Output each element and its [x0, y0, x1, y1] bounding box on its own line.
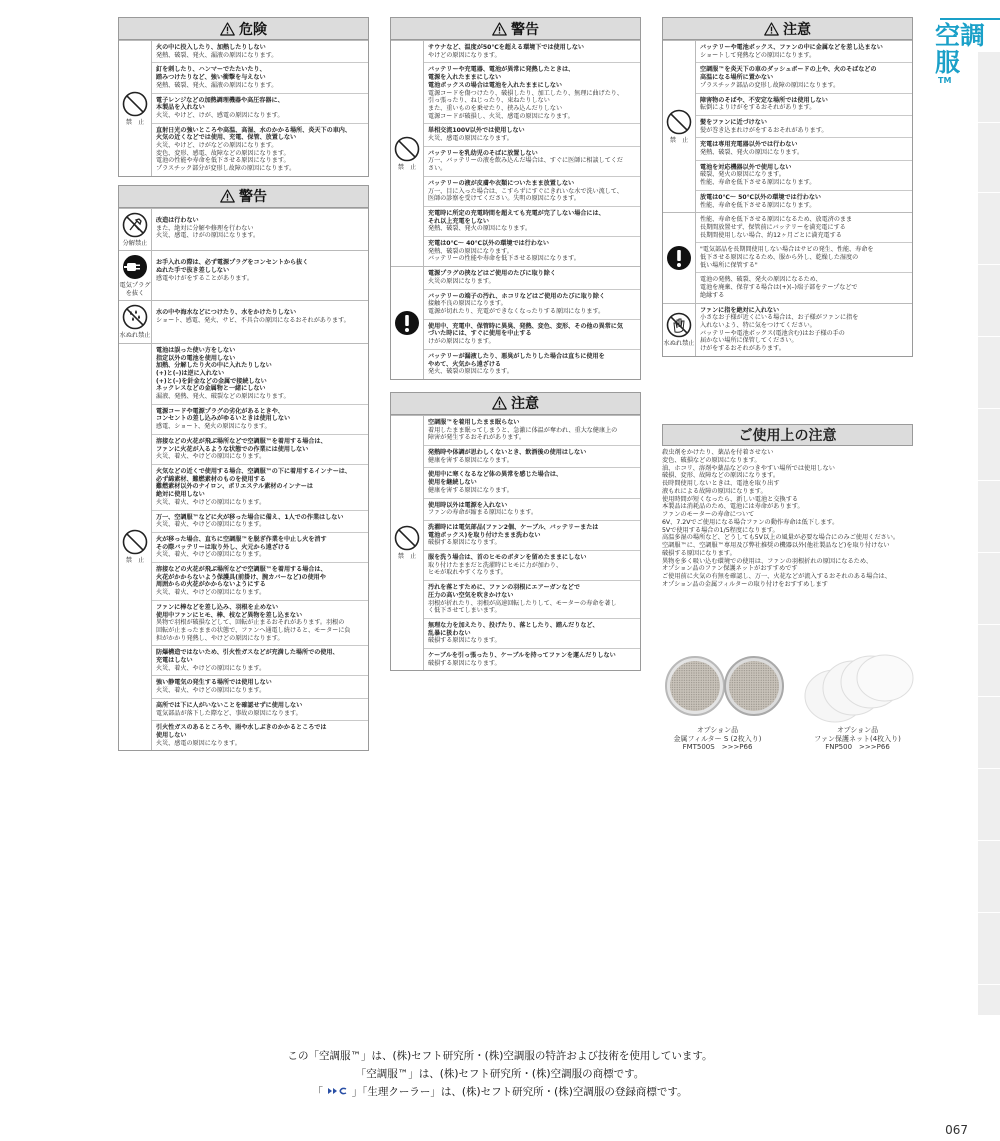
list-item — [152, 434, 368, 464]
item-desc: 破裂、発火の原因になります。 性能、寿命を低下させる原因になります。 — [700, 171, 816, 187]
usage-line: 5Vで使用する場合の1/5程度になります。 — [662, 526, 779, 534]
usage-line: 本製品は消耗品のため、電池には寿命があります。 — [662, 503, 804, 511]
item-desc: 性能、寿命を低下させる原因になるため、放電済のまま 長期間放置せず、保管前にバッテリーを満充電にする 長期間使用しない場合、約12ヶ月ごとに満充電する — [700, 216, 853, 239]
item-title: 汚れを落とすために、ファンの羽根にエアーガンなどで 圧力の高い空気を吹きかけない — [428, 584, 580, 599]
fan-net-image — [797, 654, 915, 724]
footer-line-2: 「空調服™」は、(株)セフト研究所・(株)空調服の商標です。 — [355, 1068, 645, 1080]
item-title: 単相交流100V以外では使用しない — [428, 127, 525, 135]
page-number: 067 — [945, 1123, 968, 1137]
item-title: 服を洗う場合は、首のヒモのボタンを留めたままにしない — [428, 554, 587, 562]
list-item — [424, 520, 640, 550]
item-desc: 破損する原因になります。 — [428, 539, 501, 547]
danger-section — [118, 17, 369, 177]
item-title: 電池を対応機器以外で使用しない — [700, 163, 792, 171]
list-item — [696, 137, 912, 159]
item-desc: 火災、感電の原因になります。 — [428, 135, 513, 143]
list-item — [424, 176, 640, 206]
list-item — [152, 41, 368, 62]
list-item — [152, 62, 368, 92]
list-item — [152, 510, 368, 532]
item-desc: 発熱、破裂、発火の原因になります。 — [428, 225, 532, 233]
item-desc: また、絶対に分解や修理を行わない 火災、感電、けがの原因になります。 — [156, 224, 260, 240]
usage-line: 液もれによる故障の原因になります。 — [662, 487, 767, 495]
item-title: 溶接などの火花が飛ぶ場所などで空調服™を着用する場合は、 ファンに火花が入るような状態での作業には使用しない — [156, 437, 327, 453]
product-caption-filter — [655, 726, 780, 752]
column-1 — [118, 17, 369, 751]
product-code-link[interactable]: FMT500S >>>P66 — [682, 743, 753, 751]
product-caption-net — [795, 726, 920, 752]
product-label: オプション品 — [836, 726, 879, 734]
item-desc: 万一、バッテリーの液を飲み込んだ場合は、すぐに医師に相談してくだ さい。 — [428, 157, 623, 173]
usage-line: 油、ホコリ、溶剤や薬品などのつきやすい場所では使用しない — [662, 464, 835, 472]
warning-triangle-icon — [220, 22, 235, 36]
item-title: 引火性ガスのあるところや、雨や水しぶきのかかるところでは 使用しない — [156, 724, 327, 739]
list-item — [152, 464, 368, 510]
item-title: 髪をファンに近づけない — [700, 118, 767, 126]
item-title: ファンに棒などを差し込み、羽根を止めない 使用中ファンにヒモ、棒、枝など異物を差し込まない — [156, 603, 303, 619]
prohibit-icon — [394, 525, 420, 551]
item-desc: 異物で羽根が破損などして、回転が止まるおそれがあります。羽根の 回転が止まったままの状態で、ファンへ通電し続けると、モーターに負 担がかかり発熱し、やけどの原因になります。 — [156, 619, 351, 642]
item-title: 発熱時や体調が思わしくないとき、飲酒後の使用はしない — [428, 449, 587, 457]
usage-line: 殺虫剤をかけたり、薬品を付着させない — [662, 449, 774, 456]
item-desc: 火災の原因になります。 — [428, 277, 495, 285]
item-title: 防爆構造ではないため、引火性ガスなどが充満した場所での使用、 充電はしない — [156, 649, 339, 665]
list-item — [152, 251, 368, 294]
usage-line: 長時間使用しないときは、電池を取り出す — [662, 480, 780, 487]
item-title: バッテリーを乳幼児のそばに放置しない — [428, 149, 538, 157]
item-desc: 転倒によりけがをするおそれがあります。 — [700, 104, 816, 112]
list-item — [424, 416, 640, 445]
item-title: ケーブルを引っ張ったり、ケーブルを持ってファンを運んだりしない — [428, 652, 616, 660]
prohibit-cell — [663, 41, 696, 212]
item-title: 高所では下に人がいないことを確認せずに使用しない — [156, 701, 303, 709]
usage-line: ファンのモーターの寿命について — [662, 511, 755, 518]
unplug-cell — [119, 251, 152, 300]
list-item — [424, 498, 640, 520]
no-disassemble-cell — [119, 209, 152, 251]
index-tab-strip — [978, 52, 1000, 1015]
list-item — [152, 720, 368, 750]
no-hand-icon — [666, 312, 692, 338]
item-title: 使用中に寒くなるなど体の異常を感じた場合は、 使用を継続しない — [428, 471, 563, 487]
item-title: 空調服™を着用したまま眠らない — [428, 418, 520, 426]
item-title: 充電は0℃〜 40℃以外の環境では行わない — [428, 240, 550, 248]
product-name: 金属フィルター S (2枚入り) — [673, 734, 762, 743]
item-desc: 火災、やけど、けが、感電の原因になります。 — [156, 111, 284, 119]
item-desc: 健康を害する原因になります。 — [428, 486, 513, 494]
brand-tm: TM — [938, 76, 952, 85]
list-item — [696, 213, 912, 242]
item-desc: 感電やけがをすることがあります。 — [156, 274, 254, 282]
exclamation-icon — [394, 310, 420, 336]
prohibit-caption: 禁 止 — [125, 557, 145, 565]
item-title: 障害物のそばや、不安定な場所では使用しない — [700, 96, 828, 104]
footer-prefix: 「 — [312, 1086, 323, 1098]
item-title: バッテリーが漏液したり、悪臭がしたりした場合は直ちに使用を やめて、火気から遠ざける — [428, 352, 605, 368]
caution-section-3 — [662, 17, 913, 357]
column-3 — [662, 17, 913, 357]
usage-line: ご使用前に火気の有無を確認し、万一、火花などが流入するおそれのある場合は、 — [662, 573, 891, 580]
warning-section-1 — [118, 185, 369, 752]
item-title: 使用時以外は電源を入れない — [428, 501, 508, 509]
warning-triangle-icon — [492, 22, 507, 36]
item-desc: 万一、目に入った場合は、こすらずにすぐにきれいな水で洗い流して、 医師の診察を受けてください。失明の原因になります。 — [428, 187, 623, 203]
item-desc: 火災、着火、やけどの原因になります。 — [156, 453, 266, 461]
footer-line-3-text: 」「生理クーラー」は、(株)セフト研究所・(株)空調服の登録商標です。 — [351, 1086, 688, 1098]
item-desc: 電池の発熱、破裂、発火の原因になるため、 電池を廃棄、保存する場合は(+)(–)端子部をテープなどで 絶縁する — [700, 276, 858, 299]
list-item — [424, 236, 640, 266]
item-title: バッテリーや電池ボックス、ファンの中に金属などを差し込まない — [700, 44, 883, 51]
usage-line: 6V、7.2Vでご使用になる場合ファンの動作寿命は低下します。 — [662, 518, 839, 526]
column-2 — [390, 17, 641, 671]
item-desc: 羽根が折れたり、羽根が高速回転したりして、モーターの寿命を著し く低下させてしまいます。 — [428, 599, 617, 615]
caution-header-3 — [663, 18, 912, 40]
prohibit-icon — [394, 136, 420, 162]
usage-line: 変色、破損などの原因になります。 — [662, 456, 761, 464]
prohibit-group — [391, 40, 640, 266]
list-item — [152, 698, 368, 720]
prohibit-icon — [666, 109, 692, 135]
item-desc: 発熱、破裂、発火、漏液の原因になります。 — [156, 51, 278, 59]
item-title: 電源プラグの挟などはご使用のたびに取り除く — [428, 270, 556, 278]
warning-triangle-icon — [492, 396, 507, 410]
item-title: バッテリーの端子の汚れ、ホコリなどはご使用のたびに取り除く — [428, 292, 606, 300]
caution-title-3: 注意 — [783, 21, 811, 38]
item-title: 火が移った場合、直ちに空調服™を脱ぎ作業を中止し火を消す その際バッテリーは取り外し、火元から遠ざける — [156, 535, 327, 551]
item-title: サウナなど、温度が50℃を超える環境下では使用しない — [428, 44, 585, 51]
brand-accent-line — [940, 18, 1000, 20]
item-desc: ショートして発熱などの原因になります。 — [700, 51, 816, 59]
list-item — [152, 93, 368, 123]
warning-title-1: 警告 — [239, 189, 267, 206]
item-desc: 感電、ショート、発火の原因になります。 — [156, 423, 271, 431]
item-title: 洗濯時には電気部品(ファン2個、ケーブル、バッテリーまたは 電池ボックス)を取り付けたまま洗わない — [428, 523, 599, 539]
item-desc: 破損する原因になります。 — [428, 659, 501, 667]
list-item — [424, 467, 640, 497]
usage-line: 高温多湿の場所など、どうしても5V以上の風量が必要な場合にのみご使用ください。 — [662, 534, 900, 542]
item-title: 電池は誤った使い方をしない 指定以外の電池を使用しない 加熱、分解したり火の中に入れたりしない (+)と(–)は逆に入れない (+)と(–)を針金などの金属で接続しない ネックレスなどの金属物と一緒にしない — [156, 346, 272, 393]
item-title: ファンに指を絶対に入れない — [700, 306, 780, 314]
item-desc: 火災、着火、やけどの原因になります。 — [156, 498, 266, 506]
prohibit-group — [663, 40, 912, 212]
danger-title: 危険 — [239, 21, 267, 38]
list-item — [424, 62, 640, 123]
no-wet-hand-cell — [663, 304, 696, 356]
exclamation-icon — [666, 245, 692, 271]
item-title: 無理な力を加えたり、投げたり、落としたり、踏んだりなど、 乱暴に扱わない — [428, 621, 599, 637]
usage-line: オプション品のファン保護ネットがおすすめです — [662, 565, 798, 573]
item-desc: 漏液、発熱、発火、破裂などの原因になります。 — [156, 393, 290, 401]
danger-header — [119, 18, 368, 40]
footer-line-1: この「空調服™」は、(株)セフト研究所・(株)空調服の特許および技術を使用しています。 — [287, 1050, 713, 1062]
no-disassemble-group — [119, 208, 368, 251]
footer-line-3 — [280, 1084, 720, 1099]
item-desc: 火災、着火、やけどの原因になります。 — [156, 589, 266, 597]
list-item — [152, 301, 368, 342]
list-item — [696, 242, 912, 272]
prohibit-cell — [391, 416, 424, 671]
item-title: 電源コードや電源プラグの劣化があるときや、 コンセントの差し込みがゆるいときは使用しない — [156, 407, 291, 423]
no-wet-hand-group — [663, 303, 912, 356]
item-desc: 健康を害する原因になります。 — [428, 456, 513, 464]
list-item — [696, 190, 912, 212]
list-item — [424, 445, 640, 467]
registered-mark-icon — [326, 1086, 348, 1096]
no-disassemble-icon — [122, 212, 148, 238]
list-item — [152, 600, 368, 646]
item-desc: 破損する原因になります。 — [428, 637, 501, 645]
item-title: 充電時に所定の充電時間を超えても充電が完了しない場合には、 それ以上充電をしない — [428, 209, 605, 225]
list-item — [696, 304, 912, 356]
item-title: 強い静電気の発生する場所では使用しない — [156, 679, 272, 687]
warning-title-2: 警告 — [511, 21, 539, 38]
item-desc: 髪が巻き込まれけがをするおそれがあります。 — [700, 126, 828, 134]
item-title: バッテリーや充電器、電池が異常に発熱したときは、 電源を入れたままにしない 電池ボックスの場合は電池を入れたままにしない — [428, 66, 575, 89]
no-water-cell — [119, 301, 152, 343]
item-desc: 火災、着火、やけどの原因になります。 — [156, 551, 266, 559]
no-disassemble-caption: 分解禁止 — [122, 239, 148, 247]
item-desc: 性能、寿命を低下させる原因になります。 — [700, 201, 816, 209]
item-title: 火の中に投入したり、加熱したりしない — [156, 44, 266, 51]
list-item — [424, 206, 640, 236]
item-title: バッテリーの液が皮膚や衣類についたまま放置しない — [428, 179, 575, 187]
item-title: 溶接などの火花が飛ぶ場所などで空調服™を着用する場合は、 火花がかからないよう保護具(前掛け、腕カバーなど)の使用や 周囲からの火花がかからないようにする — [156, 566, 327, 589]
no-water-icon — [122, 304, 148, 330]
item-title: 改造は行わない — [156, 216, 199, 224]
usage-line: オプション品の金属フィルターの取り付けをおすすめします — [662, 580, 828, 588]
item-title: 使用中、充電中、保管時に異臭、発熱、変色、変形、その他の異常に気 づいた時には、すぐに使用を中止する — [428, 322, 623, 338]
prohibit-cell — [119, 41, 152, 176]
unplug-group — [119, 250, 368, 300]
prohibit-icon — [122, 91, 148, 117]
item-desc: やけどの原因になります。 — [428, 51, 501, 59]
list-item — [424, 580, 640, 618]
list-item — [424, 146, 640, 176]
list-item — [696, 62, 912, 92]
warning-prohibit-group — [119, 343, 368, 751]
list-item — [424, 349, 640, 379]
item-title: 電子レンジなどの加熱調理機器や高圧容器に、 本製品を入れない — [156, 96, 284, 112]
prohibit-icon — [122, 529, 148, 555]
list-item — [696, 160, 912, 190]
list-item — [696, 115, 912, 137]
item-desc: 小さなお子様が近くにいる場合は、お子様がファンに指を 入れないよう、特に気をつけてください。 バッテリーや電池ボックス(電池含む)はお子様の手の 届かない場所に保管してください。 けがをするおそれがあります。 — [700, 314, 859, 353]
list-item — [696, 272, 912, 302]
no-water-caption: 水ぬれ禁止 — [663, 339, 695, 347]
item-title: 万一、空調服™などに火が移った場合に備え、1人での作業はしない — [156, 513, 344, 521]
usage-notes-text — [662, 449, 913, 589]
prohibit-caption: 禁 止 — [397, 163, 417, 171]
prohibit-cell — [119, 344, 152, 751]
list-item — [152, 404, 368, 434]
must-cell — [663, 213, 696, 302]
must-group — [391, 266, 640, 379]
list-item — [424, 648, 640, 670]
unplug-icon — [122, 254, 148, 280]
warning-header-2 — [391, 18, 640, 40]
unplug-caption: 電気プラグ を抜く — [119, 282, 151, 297]
product-name: ファン保護ネット(4枚入り) — [814, 734, 901, 743]
warning-triangle-icon — [220, 189, 235, 203]
item-desc: 発熱、破裂、発火、漏液の原因になります。 — [156, 81, 278, 89]
list-item — [152, 209, 368, 248]
list-item — [152, 645, 368, 675]
list-item — [424, 267, 640, 288]
prohibit-group — [391, 415, 640, 671]
metal-filter-image — [664, 655, 786, 717]
prohibit-caption: 禁 止 — [397, 553, 417, 561]
item-desc: 発熱、破裂の原因になります。 バッテリーの性能や寿命を低下させる原因になります。 — [428, 247, 580, 263]
item-title: 空調服™を炎天下の車のダッシュボードの上や、火のそばなどの 高温になる場所に置かない — [700, 66, 877, 82]
item-desc: けがの原因になります。 — [428, 338, 495, 346]
must-group — [663, 212, 912, 302]
list-item — [424, 289, 640, 319]
usage-line: 空調服™に、空調服™専用及び弊社推奨の機器以外(他社製品など)を取り付けない — [662, 542, 890, 549]
product-code-link[interactable]: FNP500 >>>P66 — [825, 743, 890, 751]
list-item — [152, 562, 368, 600]
item-desc: 接触不良の原因になります。 電源が切れたり、充電ができなくなったりする原因になります。 — [428, 300, 605, 315]
prohibit-caption: 禁 止 — [125, 118, 145, 126]
prohibit-cell — [391, 41, 424, 266]
item-desc: 取り付けたままだと洗濯時にヒモに力が加わり、 ヒモが取れやすくなります。 — [428, 561, 563, 577]
product-label: オプション品 — [696, 726, 739, 734]
item-title: お手入れの際は、必ず電源プラグをコンセントから抜く ぬれた手で抜き差ししない — [156, 259, 309, 275]
usage-line: 破損、変形、故障などの原因になります。 — [662, 472, 780, 480]
item-title: 水の中や海水などにつけたり、水をかけたりしない — [156, 309, 297, 317]
usage-line: 使用時間が短くなったら、新しい電池と交換する — [662, 495, 799, 503]
list-item — [152, 675, 368, 697]
item-desc: 発熱、破裂、発火の原因になります。 — [700, 149, 804, 157]
list-item — [152, 532, 368, 562]
item-desc: 電源コードを傷つけたり、破損したり、加工したり、無理に曲げたり、 引っ張ったり、ねじったり、束ねたりしない また、重いものを乗せたり、挟み込んだりしない 電源コードが破損し、火災、感電の原因になります。 — [428, 89, 623, 120]
item-desc: 電気部品が落下した際など、事故の原因になります。 — [156, 709, 302, 717]
item-desc: 火災、着火、やけどの原因になります。 — [156, 687, 266, 695]
list-item — [424, 618, 640, 648]
usage-line: 異物を多く吸い込む環境での使用は、ファンの羽根折れの原因になるため、 — [662, 557, 873, 565]
caution-section-2 — [390, 392, 641, 672]
item-desc: 発火、破裂の原因になります。 — [428, 368, 513, 376]
brand-name: 空調服 — [935, 21, 986, 77]
list-item — [424, 41, 640, 62]
item-desc: ファンの寿命が縮まる原因になります。 — [428, 509, 538, 517]
prohibit-caption: 禁 止 — [669, 136, 689, 144]
warning-header-1 — [119, 186, 368, 208]
item-desc: 火災、やけど、けがなどの原因になります。 変色、変形、感電、故障などの原因になります。 電池の性能や寿命を低下させる原因になります。 プラスチック部分が変形し故障の原因になります。 — [156, 142, 296, 173]
item-desc: ショート、感電、発火、サビ、不具合の原因になるおそれがあります。 — [156, 317, 350, 325]
item-title: 釘を刺したり、ハンマーでたたいたり、 踏みつけたりなど、強い衝撃を与えない — [156, 66, 266, 82]
item-title: 放電は0℃〜 50℃以外の環境では行わない — [700, 193, 822, 201]
warning-triangle-icon — [764, 22, 779, 36]
item-desc: 火災、着火、やけどの原因になります。 — [156, 521, 266, 529]
list-item — [424, 123, 640, 145]
danger-group — [119, 40, 368, 176]
item-desc: "電気部品を長期間使用しない場合はサビの発生、性能、寿命を 低下させる原因になるため、服から外し、乾燥した湿度の 低い場所に保管する" — [700, 246, 874, 269]
item-desc: 火災、感電の原因になります。 — [156, 739, 241, 747]
list-item — [424, 550, 640, 580]
list-item — [424, 319, 640, 349]
warning-section-2 — [390, 17, 641, 380]
item-title: 火気などの近くで使用する場合、空調服™の下に着用するインナーは、 必ず綿素材、難燃素材のものを使用する 難燃素材以外のナイロン、ポリエステル素材のインナーは 絶対に使用しない — [156, 467, 351, 499]
no-water-group — [119, 300, 368, 343]
no-water-caption: 水ぬれ禁止 — [119, 332, 151, 340]
caution-header-2 — [391, 393, 640, 415]
caution-title-2: 注意 — [511, 396, 539, 413]
must-cell — [391, 267, 424, 379]
usage-line: 破損する原因になります。 — [662, 549, 736, 557]
usage-notes-header: ご使用上の注意 — [662, 424, 913, 446]
item-title: 直射日光の強いところや高温、高湿、水のかかる場所、炎天下の車内、 火気の近くなどでは使用、充電、保管、放置しない — [156, 126, 351, 142]
list-item — [696, 93, 912, 115]
item-title: 充電は専用充電器以外では行わない — [700, 141, 798, 149]
item-desc: 火災、着火、やけどの原因になります。 — [156, 664, 266, 672]
item-desc: プラスチック部品の変形し故障の原因になります。 — [700, 81, 840, 89]
list-item — [696, 41, 912, 62]
item-desc: 着用したまま眠ってしまうと、急激に体温が奪われ、重大な健康上の 障害が発生するおそれがあります。 — [428, 426, 618, 442]
list-item — [152, 344, 368, 404]
list-item — [152, 123, 368, 176]
